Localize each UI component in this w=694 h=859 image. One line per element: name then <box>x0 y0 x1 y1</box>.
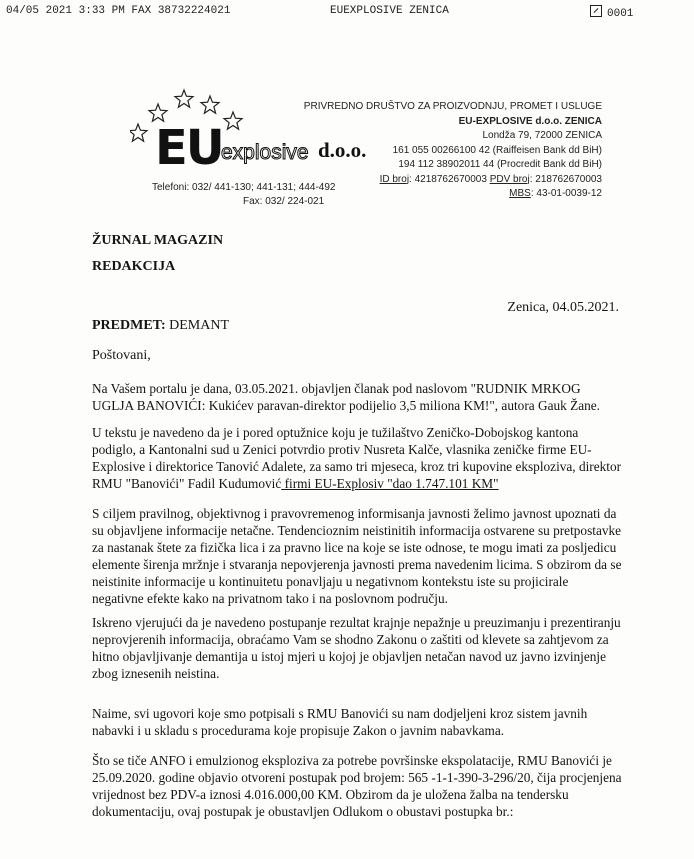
bank-account-2: 194 112 38902011 44 (Procredit Bank dd BiH) <box>398 159 602 170</box>
recipient-department: REDAKCIJA <box>92 259 176 274</box>
recipient-name: ŽURNAL MAGAZIN <box>92 233 224 248</box>
paragraph-6: Što se tiče ANFO i emulzionog eksploziva za potrebe površinske ekspolatacije, RMU Banovići je 25.09.2020. godine objavio otvoreni postupak pod brojem: 565 -1-1-390-3-296/20, čija procjenjena vrijednost bez PDV-a iznosi 4.016.000,00 KM. Obzirom da je uložena žalba na tendersku dokumentaciju, ovaj postupak je obustavljen Odlukom o obustavi postupka br.: <box>92 753 622 819</box>
subject-value: DEMANT <box>165 318 230 333</box>
logo-doo: d.o.o. <box>318 138 367 162</box>
pdv-value: : 218762670003 <box>529 173 602 185</box>
tax-ids <box>304 173 602 188</box>
company-name: EU-EXPLOSIVE d.o.o. ZENICA <box>458 115 602 127</box>
paragraph-1: Na Vašem portalu je dana, 03.05.2021. objavljen članak pod naslovom "RUDNIK MRKOG UGLJA BANOVIĆI: Kukićev paravan-direktor podijelio 3,5 miliona KM!", autora Gauk Žane. <box>92 381 601 413</box>
star-icon <box>201 96 219 113</box>
paragraph-2-text: U tekstu je navedeno da je i pored optužnice koju je tužilaštvo Zeničko-Dobojskog kantona podiglo, a Kantonalni sud u Zenici potvrdio protiv Nusreta Kalče, vlasnika zeničke firme EU-Explosive i direktorice Tanović Adalete, za samo tri mjeseca, kroz tri kupovine eksploziva, direktor RMU "Banovići" Fadil Kudumović <box>92 425 622 491</box>
fax-header-sender: 04/05 2021 3:33 PM FAX 38732224021 <box>6 5 231 17</box>
fax-page-number: 0001 <box>607 8 634 20</box>
mbs-line <box>304 187 602 202</box>
fax-header-page <box>590 5 633 20</box>
subject-line <box>92 318 229 334</box>
greeting: Poštovani, <box>92 348 151 363</box>
id-value: : 4218762670003 <box>409 173 487 185</box>
paragraph-5: Naime, svi ugovori koje smo potpisali s RMU Banovići su nam dodjeljeni kroz sistem javnih nabavki i u skladu s procedurama koje propisuje Zakon o javnim nabavkama. <box>92 706 588 738</box>
company-info <box>304 100 602 202</box>
phone-numbers: Telefoni: 032/ 441-130; 441-131; 444-492 <box>152 182 336 193</box>
star-icon <box>149 104 167 121</box>
paragraph-3: S ciljem pravilnog, objektivnog i pravovremenog informisanja javnosti želimo javnost upoznati da su objavljene informacije netačne. Tendencioznim neistinitih informacija ostvarene su pretpostavke za nastanak štete za fizička lica i za pravno lice na koje se iste odnose, te mogu imati za posljedicu elemente širenja mržnje i stvaranja nepovjerenja javnosti prema navedenim licima. S obzirom da se neistinite informacije u kontinuitetu ponavljaju u negativnom kontekstu iste su projicirale negativne efekte kako na privatnom tako i na poslovnom području. <box>92 506 622 606</box>
paragraph-4: Iskreno vjerujući da je navedeno postupanje rezultat krajnje nepažnje u preuzimanju i prezentiranju neprovjerenih informacija, obraćamo Vam se shodno Zakonu o zaštiti od klevete sa zahtjevom za hitno objavljivanje demantija u istoj mjeri u kojoj je objavljen netačan navod uz javno izvinjenje zbog iznesenih neistina. <box>92 615 621 681</box>
star-icon <box>130 124 147 141</box>
fax-number: Fax: 032/ 224-021 <box>243 196 325 207</box>
mbs-value: : 43-01-0039-12 <box>530 188 602 199</box>
pdv-label: PDV broj <box>489 173 530 185</box>
logo-explosive: explosive <box>221 141 309 164</box>
bank-account-1: 161 055 00266100 42 (Raiffeisen Bank dd BiH) <box>392 144 602 156</box>
subject-label: PREDMET: <box>92 318 166 333</box>
mbs-label: MBS <box>509 188 531 199</box>
star-icon <box>224 112 242 129</box>
fax-header-company: EUEXPLOSIVE ZENICA <box>330 5 449 17</box>
star-icon <box>175 90 193 107</box>
id-label: ID broj <box>379 173 410 185</box>
letter-date: Zenica, 04.05.2021. <box>507 300 619 315</box>
company-description: PRIVREDNO DRUŠTVO ZA PROIZVODNJU, PROMET I USLUGE <box>303 101 602 112</box>
fax-page-icon <box>590 5 602 17</box>
logo-eu: EU <box>155 120 223 176</box>
paragraph-2 <box>92 424 622 492</box>
paragraph-2-underlined: firmi EU-Explosiv "dao 1.747.101 KM" <box>281 476 499 491</box>
company-address: Londža 79, 72000 ZENICA <box>482 130 602 141</box>
